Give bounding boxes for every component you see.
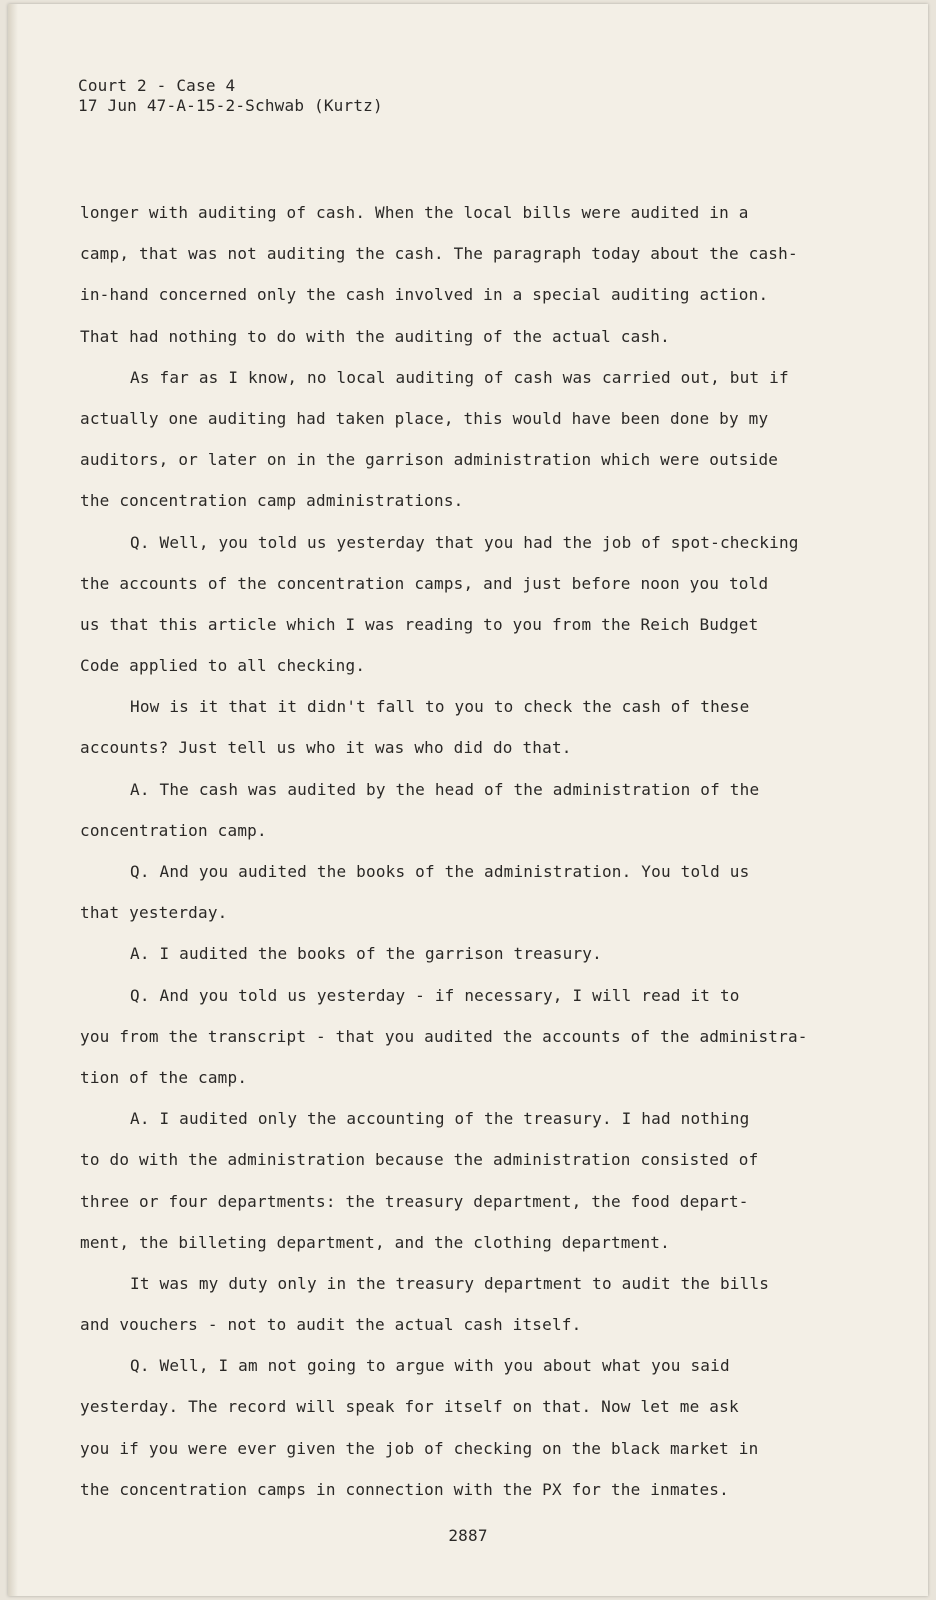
text-line: and vouchers - not to audit the actual cash itself. — [80, 1315, 582, 1335]
text-line: concentration camp. — [80, 820, 267, 840]
text-line: the concentration camps in connection with the PX for the inmates. — [80, 1479, 729, 1499]
text-line: longer with auditing of cash. When the local bills were audited in a — [80, 203, 749, 222]
case-header — [78, 76, 383, 116]
text-line: A. I audited the books of the garrison treasury. — [130, 944, 602, 964]
header-court-line: Court 2 - Case 4 — [78, 76, 236, 95]
text-line: Q. Well, you told us yesterday that you had the job of spot-checking — [130, 532, 799, 552]
text-line: in-hand concerned only the cash involved in a special auditing action. — [80, 285, 769, 305]
text-line: It was my duty only in the treasury department to audit the bills — [130, 1273, 770, 1293]
header-date-line: 17 Jun 47-A-15-2-Schwab (Kurtz) — [78, 96, 383, 115]
page-edge — [8, 4, 18, 1596]
text-line: Q. And you told us yesterday - if necessary, I will read it to — [130, 985, 740, 1005]
text-line: actually one auditing had taken place, this would have been done by my — [80, 408, 769, 428]
text-line: camp, that was not auditing the cash. The paragraph today about the cash- — [80, 244, 798, 264]
text-line: us that this article which I was reading to you from the Reich Budget — [80, 614, 759, 634]
text-line: Q. And you audited the books of the administration. You told us — [130, 862, 750, 881]
text-line: three or four departments: the treasury department, the food depart- — [80, 1191, 749, 1211]
text-line: A. I audited only the accounting of the treasury. I had nothing — [130, 1109, 750, 1129]
text-line: you if you were ever given the job of checking on the black market in — [80, 1438, 759, 1458]
text-line: tion of the camp. — [80, 1067, 248, 1087]
text-line: A. The cash was audited by the head of the administration of the — [130, 779, 760, 799]
text-line: As far as I know, no local auditing of cash was carried out, but if — [130, 367, 789, 387]
text-line: the accounts of the concentration camps, and just before noon you told — [80, 573, 769, 593]
text-line: auditors, or later on in the garrison administration which were outside — [80, 450, 779, 470]
text-line: Q. Well, I am not going to argue with you about what you said — [130, 1356, 730, 1376]
text-line: How is it that it didn't fall to you to check the cash of these — [130, 697, 750, 717]
text-line: that yesterday. — [80, 903, 228, 923]
text-line: accounts? Just tell us who it was who did do that. — [80, 738, 572, 758]
text-line: the concentration camp administrations. — [80, 491, 464, 511]
text-line: yesterday. The record will speak for itself on that. Now let me ask — [80, 1397, 739, 1417]
text-line: to do with the administration because the administration consisted of — [80, 1150, 759, 1170]
page-number: 2887 — [448, 1526, 488, 1545]
document-page — [8, 4, 928, 1596]
text-line: you from the transcript - that you audited the accounts of the administra- — [80, 1026, 808, 1046]
transcript-body — [80, 192, 860, 1510]
text-line: That had nothing to do with the auditing of the actual cash. — [80, 326, 670, 346]
text-line: ment, the billeting department, and the clothing department. — [80, 1232, 670, 1252]
text-line: Code applied to all checking. — [80, 656, 366, 676]
